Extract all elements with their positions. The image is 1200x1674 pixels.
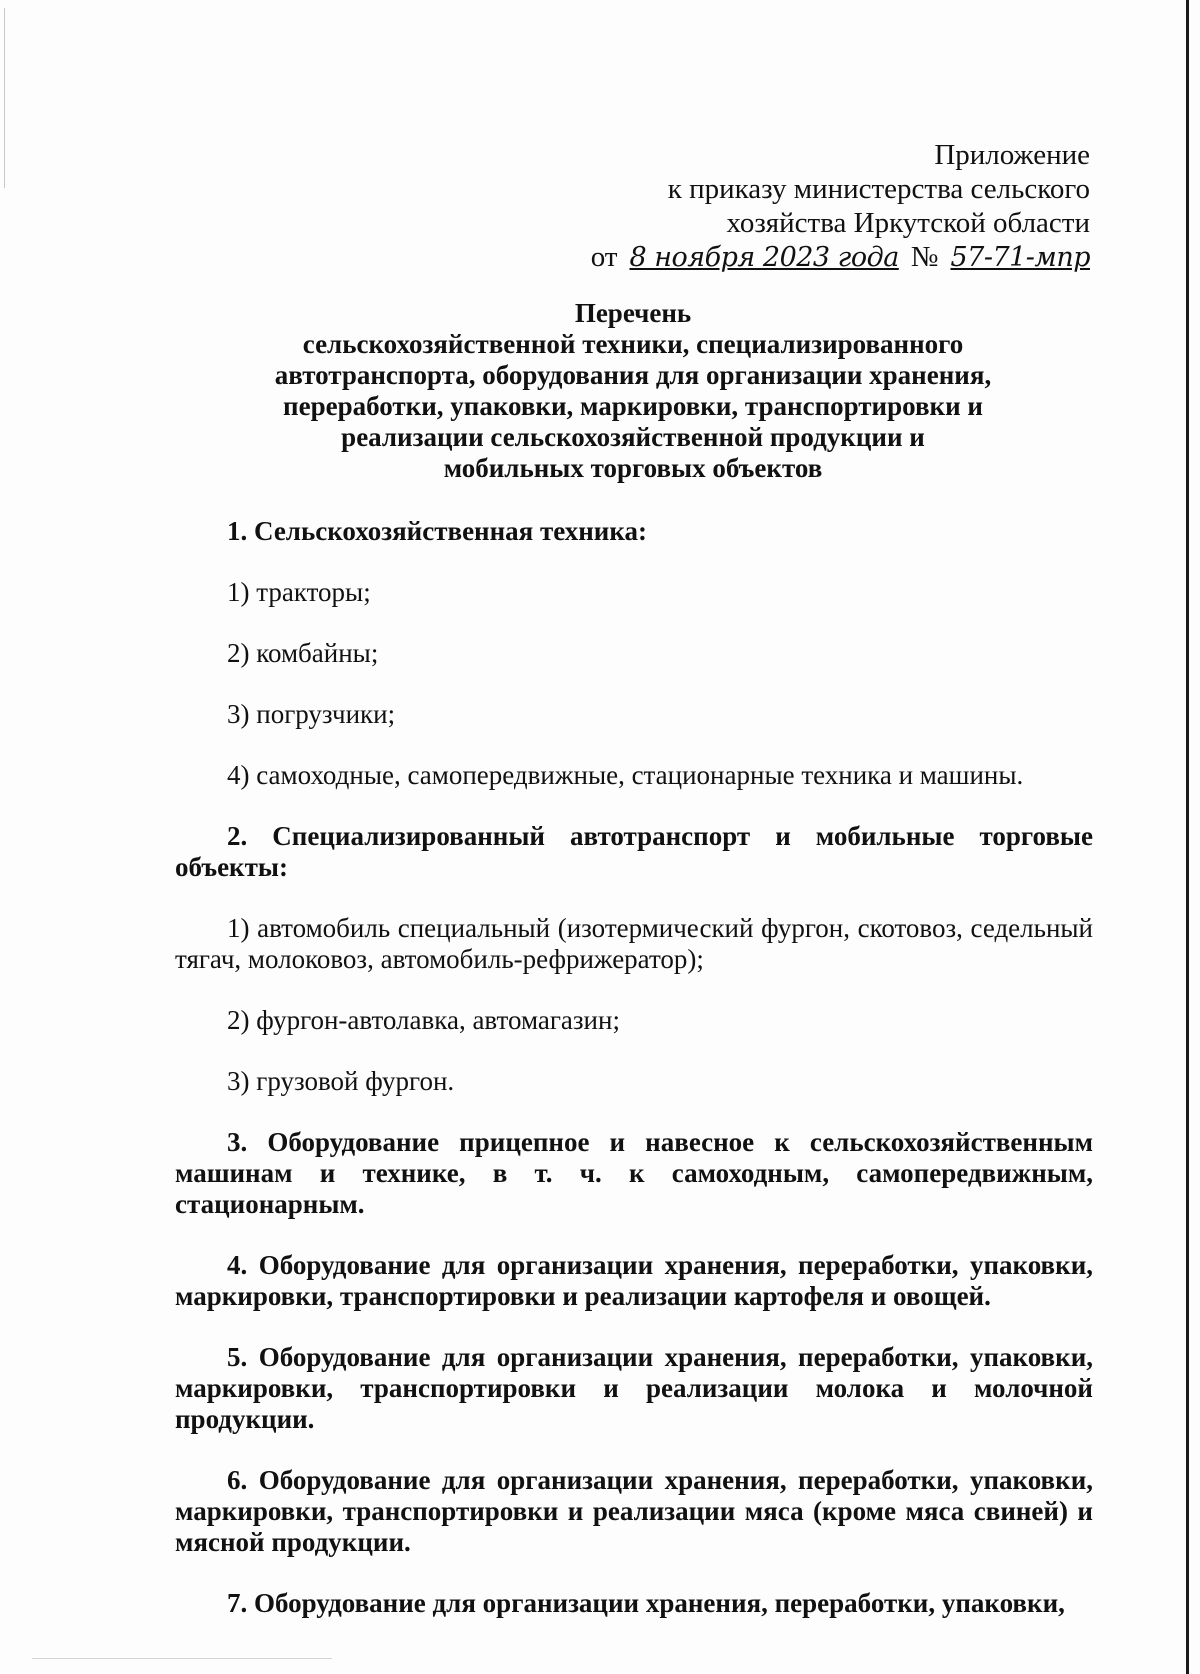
header-date-number-line [570, 240, 1090, 275]
header-line-2: к приказу министерства сельского [667, 173, 1090, 205]
header-line-3: хозяйства Иркутской области [726, 207, 1090, 239]
section-7-heading: 7. Оборудование для организации хранения, переработки, упаковки, [227, 1588, 1065, 1618]
section-2-item-3: 3) грузовой фургон. [227, 1066, 455, 1096]
from-label: от [590, 241, 618, 273]
section-1-heading: 1. Сельскохозяйственная техника: [227, 516, 647, 546]
title-line-2: сельскохозяйственной техники, специализированного [302, 329, 964, 359]
section-1-item-1: 1) тракторы; [227, 577, 371, 607]
title-line-6: мобильных торговых объектов [443, 453, 823, 483]
section-6-heading: 6. Оборудование для организации хранения, переработки, упаковки, маркировки, транспортировки и реализации мяса (кроме мяса свиней) и мясной продукции. [175, 1465, 1093, 1557]
section-2-item-1: 1) автомобиль специальный (изотермический фургон, скотовоз, седельный тягач, молоковоз, автомобиль-рефрижератор); [175, 913, 1093, 974]
title-line-1: Перечень [574, 298, 692, 328]
section-2-item-2: 2) фургон-автолавка, автомагазин; [227, 1005, 620, 1035]
section-1-item-4: 4) самоходные, самопередвижные, стационарные техника и машины. [227, 760, 1024, 790]
section-3-heading: 3. Оборудование прицепное и навесное к сельскохозяйственным машинам и технике, в т. ч. к самоходным, самопередвижным, стационарным. [175, 1127, 1093, 1219]
handwritten-date: 8 ноября 2023 года [629, 242, 899, 273]
section-4-heading: 4. Оборудование для организации хранения, переработки, упаковки, маркировки, транспортировки и реализации картофеля и овощей. [175, 1250, 1093, 1311]
scan-edge-line [1186, 0, 1189, 1674]
title-line-4: переработки, упаковки, маркировки, транспортировки и [283, 391, 983, 421]
scan-left-mark [4, 8, 5, 188]
section-2-heading: 2. Специализированный автотранспорт и мобильные торговые объекты: [175, 821, 1093, 882]
section-1-item-3: 3) погрузчики; [227, 699, 396, 729]
document-title [150, 298, 1116, 484]
section-5-heading: 5. Оборудование для организации хранения, переработки, упаковки, маркировки, транспортировки и реализации молока и молочной продукции. [175, 1342, 1093, 1434]
document-body [175, 516, 1093, 1649]
appendix-header [570, 138, 1090, 275]
section-1-item-2: 2) комбайны; [227, 638, 379, 668]
handwritten-number: 57-71-мпр [950, 242, 1090, 273]
header-line-1: Приложение [934, 139, 1090, 171]
number-label: № [910, 241, 939, 273]
title-line-5: реализации сельскохозяйственной продукции и [341, 422, 925, 452]
scan-footer-mark [32, 1658, 332, 1659]
title-line-3: автотранспорта, оборудования для организации хранения, [274, 360, 992, 390]
